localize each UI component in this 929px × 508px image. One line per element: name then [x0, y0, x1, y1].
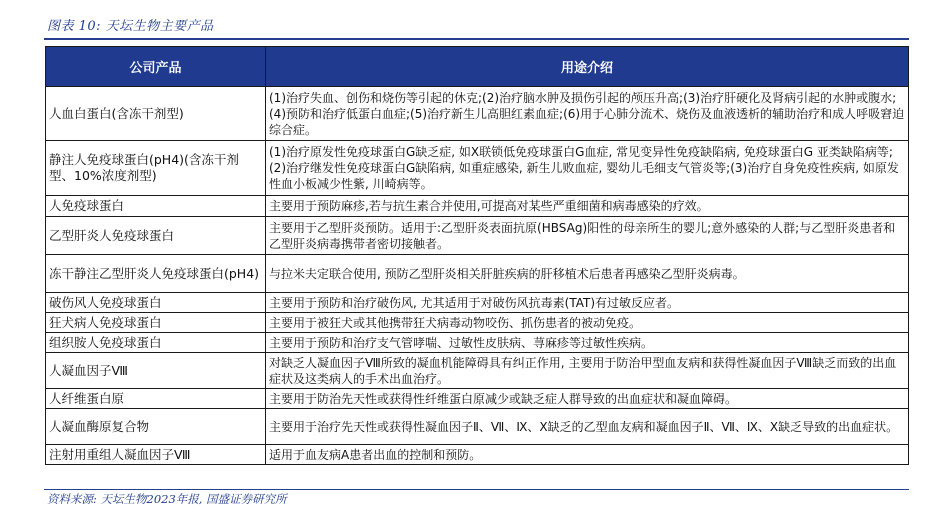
caption-divider — [44, 38, 909, 40]
product-usage: 适用于血友病A患者出血的控制和预防。 — [266, 445, 909, 465]
table-row — [46, 217, 909, 255]
product-usage: 主要用于治疗先天性或获得性凝血因子Ⅱ、Ⅶ、Ⅸ、Ⅹ缺乏的乙型血友病和凝血因子Ⅱ、Ⅶ、Ⅸ、Ⅹ缺乏导致的出血症状。 — [266, 409, 909, 445]
table-row — [46, 196, 909, 217]
product-name: 冻干静注乙型肝炎人免疫球蛋白(pH4) — [46, 255, 266, 293]
table-row — [46, 293, 909, 313]
header-usage: 用途介绍 — [266, 47, 909, 87]
product-usage: 与拉米夫定联合使用, 预防乙型肝炎相关肝脏疾病的肝移植术后患者再感染乙型肝炎病毒。 — [266, 255, 909, 293]
product-name: 狂犬病人免疫球蛋白 — [46, 313, 266, 333]
product-name: 人免疫球蛋白 — [46, 196, 266, 217]
product-usage: 主要用于预防和治疗破伤风, 尤其适用于对破伤风抗毒素(TAT)有过敏反应者。 — [266, 293, 909, 313]
product-name: 人凝血酶原复合物 — [46, 409, 266, 445]
figure-caption: 图表 10: 天坛生物主要产品 — [47, 19, 214, 34]
table-row — [46, 389, 909, 409]
product-name: 组织胺人免疫球蛋白 — [46, 333, 266, 353]
product-name: 静注人免疫球蛋白(pH4)(含冻干剂型、10%浓度剂型) — [46, 141, 266, 196]
header-product: 公司产品 — [46, 47, 266, 87]
table-row — [46, 353, 909, 389]
product-name: 乙型肝炎人免疫球蛋白 — [46, 217, 266, 255]
product-usage: 主要用于防治先天性或获得性纤维蛋白原减少或缺乏症人群导致的出血症状和凝血障碍。 — [266, 389, 909, 409]
product-name: 人血白蛋白(含冻干剂型) — [46, 87, 266, 141]
table-row — [46, 141, 909, 196]
product-name: 破伤风人免疫球蛋白 — [46, 293, 266, 313]
product-usage: 主要用于预防麻疹,若与抗生素合并使用,可提高对某些严重细菌和病毒感染的疗效。 — [266, 196, 909, 217]
product-usage: (1)治疗失血、创伤和烧伤等引起的休克;(2)治疗脑水肿及损伤引起的颅压升高;(3)治疗肝硬化及肾病引起的水肿或腹水;(4)预防和治疗低蛋白血症;(5)治疗新生儿高胆红素血症;(6)用于心肺分流术、烧伤及血液透析的辅助治疗和成人呼吸窘迫综合症。 — [266, 87, 909, 141]
table-row — [46, 87, 909, 141]
product-usage: 对缺乏人凝血因子Ⅷ所致的凝血机能障碍具有纠正作用, 主要用于防治甲型血友病和获得性凝血因子Ⅷ缺乏而致的出血症状及这类病人的手术出血治疗。 — [266, 353, 909, 389]
product-name: 人凝血因子Ⅷ — [46, 353, 266, 389]
products-table — [45, 46, 909, 465]
table-row — [46, 333, 909, 353]
table-row — [46, 409, 909, 445]
table-row — [46, 313, 909, 333]
product-usage: 主要用于预防和治疗支气管哮喘、过敏性皮肤病、荨麻疹等过敏性疾病。 — [266, 333, 909, 353]
product-name: 人纤维蛋白原 — [46, 389, 266, 409]
product-usage: (1)治疗原发性免疫球蛋白G缺乏症, 如X联锁低免疫球蛋白G血症, 常见变异性免疫缺陷病, 免疫球蛋白G 亚类缺陷病等;(2)治疗继发性免疫球蛋白G缺陷病, 如重症感染, 新生儿败血症, 婴幼儿毛细支气管炎等;(3)治疗自身免疫性疾病, 如原发性血小板减少性紫, 川崎病等。 — [266, 141, 909, 196]
product-name: 注射用重组人凝血因子Ⅷ — [46, 445, 266, 465]
source-note: 资料来源: 天坛生物2023年报, 国盛证券研究所 — [47, 492, 287, 506]
product-usage: 主要用于被狂犬或其他携带狂犬病毒动物咬伤、抓伤患者的被动免疫。 — [266, 313, 909, 333]
table-row — [46, 445, 909, 465]
product-usage: 主要用于乙型肝炎预防。适用于:乙型肝炎表面抗原(HBSAg)阳性的母亲所生的婴儿;意外感染的人群;与乙型肝炎患者和乙型肝炎病毒携带者密切接触者。 — [266, 217, 909, 255]
table-row — [46, 255, 909, 293]
source-divider — [44, 489, 909, 490]
table-header-row — [46, 47, 909, 87]
